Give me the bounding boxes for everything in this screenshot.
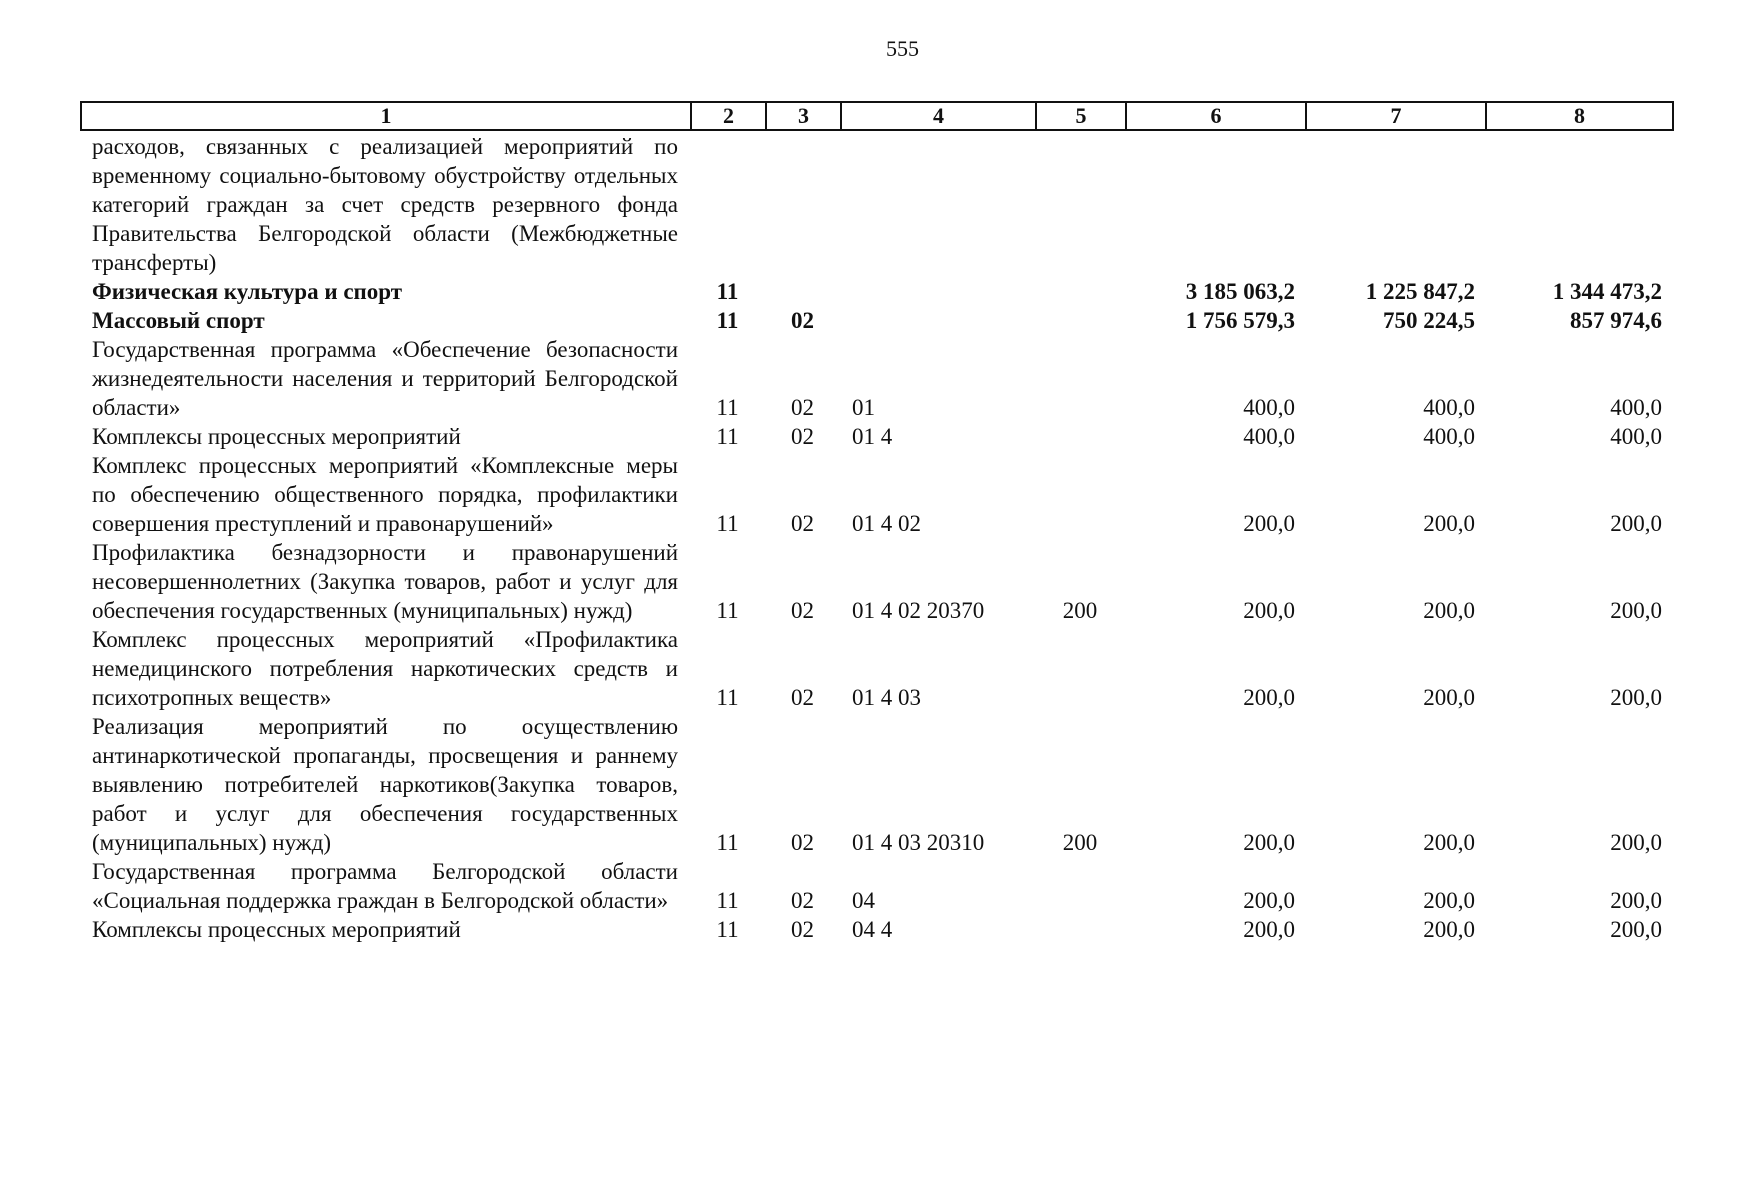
column-header-6: 6 bbox=[1126, 102, 1306, 130]
row-name: Профилактика безнадзорности и правонарушений несовершеннолетних (Закупка товаров, работ и услуг для обеспечения государственных (муниципальных) нужд) bbox=[92, 540, 678, 623]
target-article-code bbox=[840, 132, 1035, 277]
row-name: расходов, связанных с реализацией мероприятий по временному социально-бытовому обустройству отдельных категорий граждан за счет средств резервного фонда Правительства Белгородской области (Межбюджетные трансферты) bbox=[92, 134, 678, 275]
target-article-code: 04 4 bbox=[852, 917, 893, 942]
row-name: Физическая культура и спорт bbox=[92, 279, 403, 304]
subsection-code: 02 bbox=[791, 511, 814, 536]
amount-col8: 200,0 bbox=[1610, 598, 1662, 623]
amount-col6: 3 185 063,2 bbox=[1185, 279, 1295, 304]
amount-col8: 200,0 bbox=[1610, 917, 1662, 942]
amount-col7: 200,0 bbox=[1423, 511, 1475, 536]
column-header-7: 7 bbox=[1306, 102, 1486, 130]
amount-col8: 400,0 bbox=[1610, 424, 1662, 449]
amount-col8: 200,0 bbox=[1610, 830, 1662, 855]
table-row bbox=[80, 915, 1672, 944]
target-article-code: 01 4 bbox=[852, 424, 893, 449]
target-article-code: 01 4 02 bbox=[852, 511, 921, 536]
amount-col7: 200,0 bbox=[1423, 888, 1475, 913]
subsection-code: 02 bbox=[791, 830, 814, 855]
column-header-3: 3 bbox=[766, 102, 841, 130]
subsection-code: 02 bbox=[791, 917, 814, 942]
target-article-code: 01 4 02 20370 bbox=[852, 598, 985, 623]
amount-col7: 1 225 847,2 bbox=[1365, 279, 1475, 304]
table-row bbox=[80, 306, 1672, 335]
table-row bbox=[80, 538, 1672, 625]
target-article-code: 01 bbox=[852, 395, 875, 420]
section-code: 11 bbox=[716, 888, 739, 913]
table-row bbox=[80, 857, 1672, 915]
amount-col6: 200,0 bbox=[1243, 888, 1295, 913]
row-name: Комплекс процессных мероприятий «Профилактика немедицинского потребления наркотических средств и психотропных веществ» bbox=[92, 627, 678, 710]
expense-type-code bbox=[1035, 422, 1125, 451]
page-number: 555 bbox=[886, 36, 919, 61]
amount-col8: 400,0 bbox=[1610, 395, 1662, 420]
subsection-code: 02 bbox=[791, 395, 814, 420]
amount-col6: 200,0 bbox=[1243, 511, 1295, 536]
column-header-5: 5 bbox=[1036, 102, 1126, 130]
section-code: 11 bbox=[716, 598, 739, 623]
amount-col6: 200,0 bbox=[1243, 917, 1295, 942]
row-name: Комплексы процессных мероприятий bbox=[92, 917, 461, 942]
amount-col8 bbox=[1485, 132, 1672, 277]
section-code: 11 bbox=[716, 279, 739, 304]
target-article-code: 04 bbox=[852, 888, 875, 913]
target-article-code: 01 4 03 bbox=[852, 685, 921, 710]
amount-col6: 400,0 bbox=[1243, 424, 1295, 449]
expense-type-code bbox=[1035, 306, 1125, 335]
target-article-code bbox=[840, 277, 1035, 306]
amount-col7: 750 224,5 bbox=[1383, 308, 1475, 333]
amount-col7: 200,0 bbox=[1423, 917, 1475, 942]
expense-type-code bbox=[1035, 451, 1125, 538]
amount-col8: 200,0 bbox=[1610, 685, 1662, 710]
table-row bbox=[80, 277, 1672, 306]
subsection-code: 02 bbox=[791, 598, 814, 623]
amount-col8: 1 344 473,2 bbox=[1552, 279, 1662, 304]
expense-type-code: 200 bbox=[1062, 598, 1098, 623]
amount-col7: 200,0 bbox=[1423, 830, 1475, 855]
amount-col8: 857 974,6 bbox=[1570, 308, 1662, 333]
subsection-code: 02 bbox=[791, 685, 814, 710]
row-name: Комплекс процессных мероприятий «Комплексные меры по обеспечению общественного порядка, профилактики совершения преступлений и правонарушений» bbox=[92, 453, 678, 536]
section-code: 11 bbox=[716, 685, 739, 710]
section-code: 11 bbox=[716, 830, 739, 855]
row-name: Государственная программа Белгородской области «Социальная поддержка граждан в Белгородской области» bbox=[92, 859, 678, 913]
expense-type-code: 200 bbox=[1062, 830, 1098, 855]
section-code: 11 bbox=[716, 511, 739, 536]
expense-type-code bbox=[1035, 335, 1125, 422]
table-row bbox=[80, 625, 1672, 712]
table-row bbox=[80, 132, 1672, 277]
amount-col6: 400,0 bbox=[1243, 395, 1295, 420]
amount-col6: 1 756 579,3 bbox=[1185, 308, 1295, 333]
column-header-table bbox=[80, 101, 1674, 131]
amount-col6: 200,0 bbox=[1243, 598, 1295, 623]
subsection-code: 02 bbox=[791, 308, 814, 333]
column-header-8: 8 bbox=[1486, 102, 1673, 130]
subsection-code bbox=[765, 132, 840, 277]
amount-col7: 200,0 bbox=[1423, 685, 1475, 710]
column-header-4: 4 bbox=[841, 102, 1036, 130]
amount-col7: 400,0 bbox=[1423, 424, 1475, 449]
amount-col7: 400,0 bbox=[1423, 395, 1475, 420]
amount-col7 bbox=[1305, 132, 1485, 277]
section-code: 11 bbox=[716, 395, 739, 420]
column-header-row bbox=[81, 102, 1673, 130]
amount-col8: 200,0 bbox=[1610, 888, 1662, 913]
subsection-code bbox=[765, 277, 840, 306]
amount-col6: 200,0 bbox=[1243, 830, 1295, 855]
subsection-code: 02 bbox=[791, 888, 814, 913]
target-article-code: 01 4 03 20310 bbox=[852, 830, 985, 855]
budget-table-body bbox=[80, 132, 1672, 944]
expense-type-code bbox=[1035, 277, 1125, 306]
amount-col6 bbox=[1125, 132, 1305, 277]
expense-type-code bbox=[1035, 857, 1125, 915]
budget-table bbox=[80, 132, 1672, 944]
table-row bbox=[80, 712, 1672, 857]
row-name: Массовый спорт bbox=[92, 308, 265, 333]
amount-col6: 200,0 bbox=[1243, 685, 1295, 710]
row-name: Реализация мероприятий по осуществлению антинаркотической пропаганды, просвещения и раннему выявлению потребителей наркотиков(Закупка товаров, работ и услуг для обеспечения государственных (муниципальных) нужд) bbox=[92, 714, 678, 855]
target-article-code bbox=[840, 306, 1035, 335]
column-header-1: 1 bbox=[81, 102, 691, 130]
column-header-2: 2 bbox=[691, 102, 766, 130]
section-code: 11 bbox=[716, 917, 739, 942]
section-code: 11 bbox=[716, 308, 739, 333]
table-row bbox=[80, 335, 1672, 422]
amount-col8: 200,0 bbox=[1610, 511, 1662, 536]
row-name: Комплексы процессных мероприятий bbox=[92, 424, 461, 449]
expense-type-code bbox=[1035, 625, 1125, 712]
row-name: Государственная программа «Обеспечение безопасности жизнедеятельности населения и территорий Белгородской области» bbox=[92, 337, 678, 420]
section-code bbox=[690, 132, 765, 277]
section-code: 11 bbox=[716, 424, 739, 449]
expense-type-code bbox=[1035, 915, 1125, 944]
amount-col7: 200,0 bbox=[1423, 598, 1475, 623]
table-row bbox=[80, 451, 1672, 538]
subsection-code: 02 bbox=[791, 424, 814, 449]
table-row bbox=[80, 422, 1672, 451]
expense-type-code bbox=[1035, 132, 1125, 277]
